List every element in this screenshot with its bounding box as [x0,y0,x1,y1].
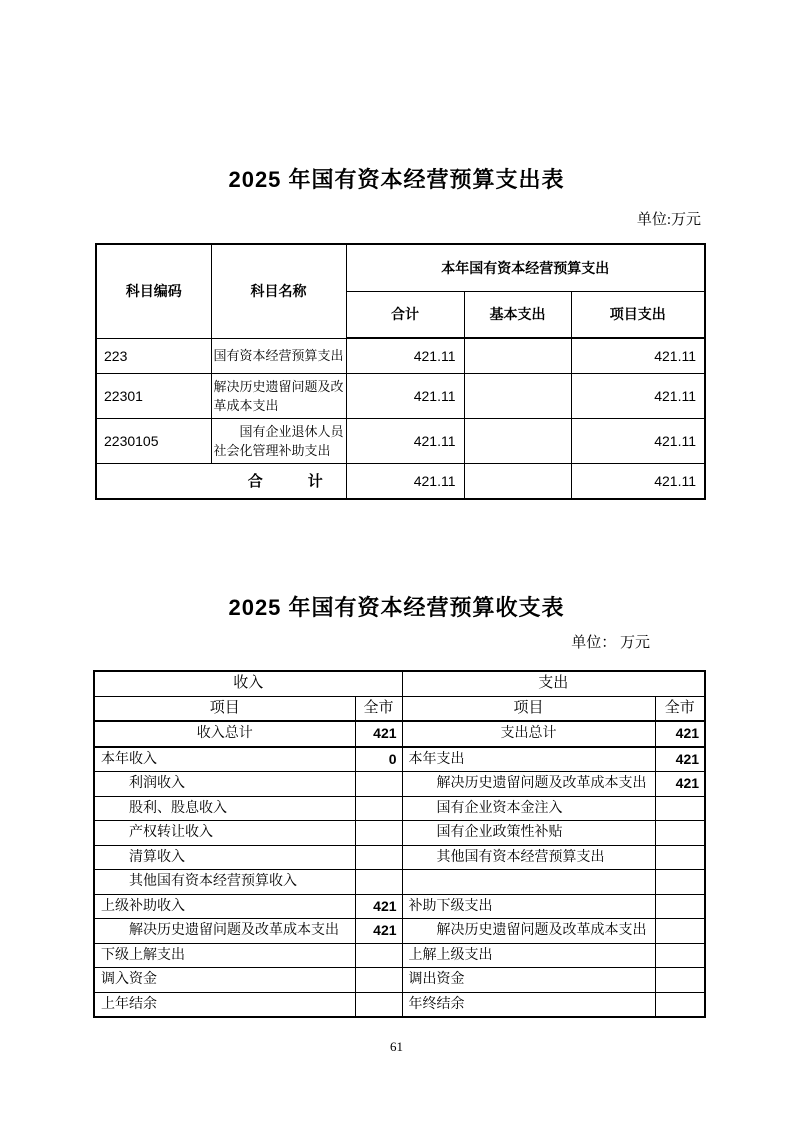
expense-item-cell: 上解上级支出 [402,943,655,968]
income-item-cell: 产权转让收入 [94,821,355,846]
revenue-expenditure-unit-label: 单位： 万元 [571,635,650,651]
expense-amount-cell: 421 [655,772,705,797]
column-header-row [94,696,705,721]
total-amount-cell: 421.11 [346,338,464,373]
income-amount-cell [355,821,402,846]
table-row [94,992,705,1017]
income-amount-cell: 421 [355,894,402,919]
subject-name-cell: 国有企业退休人员社会化管理补助支出 [211,418,346,463]
expense-amount-cell [655,796,705,821]
basic-amount-cell [464,463,571,499]
code-column-header: 科目编码 [96,244,211,338]
expense-amount-cell [655,968,705,993]
income-amount-cell [355,845,402,870]
grand-total-row [96,463,705,499]
income-item-cell: 本年收入 [94,747,355,772]
income-item-cell: 调入资金 [94,968,355,993]
expense-city-header: 全市 [655,696,705,721]
income-amount-cell [355,772,402,797]
project-column-header: 项目支出 [571,291,705,338]
basic-amount-cell [464,418,571,463]
income-amount-cell [355,870,402,895]
table-row [94,968,705,993]
expense-item-cell: 本年支出 [402,747,655,772]
revenue-expenditure-table-title: 2025 年国有资本经营预算收支表 [228,595,565,620]
expense-item-cell [402,870,655,895]
basic-amount-cell [464,373,571,418]
group-column-header: 本年国有资本经营预算支出 [346,244,705,291]
table-row [94,870,705,895]
expense-item-cell: 其他国有资本经营预算支出 [402,845,655,870]
expense-section-header: 支出 [402,671,705,696]
revenue-expenditure-table [93,670,706,1018]
total-amount-cell: 421.11 [346,418,464,463]
table-row [94,943,705,968]
expense-amount-cell [655,919,705,944]
table-row [96,373,705,418]
project-amount-cell: 421.11 [571,373,705,418]
income-section-header: 收入 [94,671,402,696]
table-row [96,418,705,463]
expense-item-cell: 调出资金 [402,968,655,993]
expense-amount-cell [655,992,705,1017]
expense-amount-cell: 421 [655,721,705,747]
table-row [96,338,705,373]
income-amount-cell: 421 [355,721,402,747]
income-amount-cell [355,968,402,993]
table-row [94,894,705,919]
expenditure-unit-label: 单位:万元 [636,212,701,228]
income-item-cell: 下级上解支出 [94,943,355,968]
expenditure-table [95,243,706,500]
income-item-header: 项目 [94,696,355,721]
income-item-cell: 上年结余 [94,992,355,1017]
subject-name-cell: 解决历史遗留问题及改革成本支出 [211,373,346,418]
expense-item-header: 项目 [402,696,655,721]
income-item-cell: 利润收入 [94,772,355,797]
table-header-row [96,244,705,291]
total-amount-cell: 421.11 [346,373,464,418]
expense-amount-cell [655,894,705,919]
expense-amount-cell: 421 [655,747,705,772]
expense-item-cell: 国有企业政策性补贴 [402,821,655,846]
section-header-row [94,671,705,696]
table-row [94,821,705,846]
grand-total-label: 合 计 [96,463,346,499]
table-row [94,796,705,821]
project-amount-cell: 421.11 [571,463,705,499]
table-row [94,772,705,797]
table-row [94,721,705,747]
expense-item-cell: 支出总计 [402,721,655,747]
expense-item-cell: 补助下级支出 [402,894,655,919]
income-city-header: 全市 [355,696,402,721]
table-row [94,919,705,944]
income-item-cell: 收入总计 [94,721,355,747]
project-amount-cell: 421.11 [571,418,705,463]
subject-name-cell: 国有资本经营预算支出 [211,338,346,373]
basic-amount-cell [464,338,571,373]
income-item-cell: 上级补助收入 [94,894,355,919]
income-amount-cell [355,992,402,1017]
total-column-header: 合计 [346,291,464,338]
basic-column-header: 基本支出 [464,291,571,338]
expense-amount-cell [655,845,705,870]
name-column-header: 科目名称 [211,244,346,338]
subject-code-cell: 22301 [96,373,211,418]
income-amount-cell: 421 [355,919,402,944]
total-amount-cell: 421.11 [346,463,464,499]
table-row [94,747,705,772]
expense-item-cell: 解决历史遗留问题及改革成本支出 [402,772,655,797]
income-item-cell: 股利、股息收入 [94,796,355,821]
income-item-cell: 其他国有资本经营预算收入 [94,870,355,895]
table-row [94,845,705,870]
expenditure-table-title: 2025 年国有资本经营预算支出表 [228,167,565,192]
expense-amount-cell [655,821,705,846]
income-amount-cell [355,943,402,968]
expense-amount-cell [655,870,705,895]
project-amount-cell: 421.11 [571,338,705,373]
expense-item-cell: 解决历史遗留问题及改革成本支出 [402,919,655,944]
expense-item-cell: 年终结余 [402,992,655,1017]
income-amount-cell: 0 [355,747,402,772]
expense-item-cell: 国有企业资本金注入 [402,796,655,821]
income-item-cell: 解决历史遗留问题及改革成本支出 [94,919,355,944]
expense-amount-cell [655,943,705,968]
subject-code-cell: 2230105 [96,418,211,463]
income-amount-cell [355,796,402,821]
subject-code-cell: 223 [96,338,211,373]
page-number: 61 [390,1039,403,1054]
income-item-cell: 清算收入 [94,845,355,870]
